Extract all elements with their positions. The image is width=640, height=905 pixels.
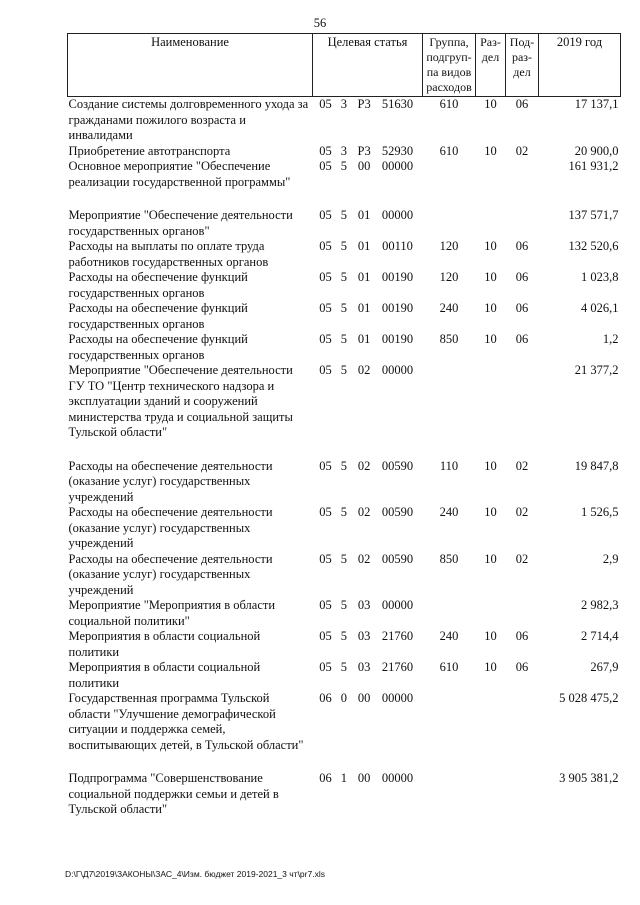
header-expense-group: Группа, подгруп-па видов расходов <box>423 34 476 97</box>
target-article-part: 05 <box>319 660 332 674</box>
row-amount: 2 982,3 <box>581 598 619 612</box>
row-expense-group <box>423 159 476 190</box>
row-target-article <box>313 505 423 552</box>
row-expense-group <box>423 208 476 239</box>
target-article-part: 03 <box>357 598 371 612</box>
row-expense-group: 610 <box>439 660 459 674</box>
row-amount: 3 905 381,2 <box>559 771 619 785</box>
row-name: Подпрограмма "Совершенствование социальной поддержки семьи и детей в Тульской области" <box>68 771 279 816</box>
row-section: 10 <box>484 458 497 473</box>
table-row <box>68 239 621 270</box>
row-target-article <box>313 144 423 160</box>
row-subsection <box>506 691 539 753</box>
row-expense-group: 110 <box>439 458 459 473</box>
target-article-part: 00190 <box>381 270 414 284</box>
row-expense-group: 850 <box>439 332 459 346</box>
table-row <box>68 629 621 660</box>
table-row <box>68 270 621 301</box>
spacer-row <box>68 753 621 771</box>
row-name: Расходы на обеспечение функций государственных органов <box>68 332 248 362</box>
row-target-article <box>313 332 423 363</box>
header-name: Наименование <box>68 34 313 97</box>
row-amount: 2,9 <box>602 551 619 566</box>
row-amount: 1 023,8 <box>581 270 619 284</box>
row-subsection <box>506 771 539 818</box>
table-row <box>68 771 621 818</box>
header-target-article: Целевая статья <box>313 34 423 97</box>
row-subsection: 02 <box>515 458 529 473</box>
row-amount: 161 931,2 <box>568 159 619 173</box>
row-expense-group <box>423 598 476 629</box>
target-article-part: 52930 <box>381 143 414 158</box>
row-section: 10 <box>484 505 497 519</box>
row-name: Приобретение автотранспорта <box>68 143 231 158</box>
target-article-part: 00590 <box>381 458 414 473</box>
target-article-part: 02 <box>357 505 371 519</box>
row-name: Мероприятие "Обеспечение деятельности ГУ ТО "Центр технического надзора и эксплуатации зданий и сооружений министерства труда и социальной защиты Тульской области" <box>68 363 293 439</box>
target-article-part: 05 <box>319 239 332 253</box>
target-article-part: 00000 <box>381 363 414 377</box>
table-row <box>68 552 621 599</box>
row-section: 10 <box>484 551 497 566</box>
row-amount: 267,9 <box>590 660 619 674</box>
row-section <box>476 159 506 190</box>
target-article-part: 5 <box>340 332 347 346</box>
target-article-part: 02 <box>357 363 371 377</box>
target-article-part: 06 <box>319 771 332 785</box>
target-article-part: 05 <box>319 143 332 158</box>
target-article-part: 02 <box>357 551 371 566</box>
target-article-part: 05 <box>319 332 332 346</box>
row-target-article <box>313 363 423 441</box>
target-article-part: Р3 <box>357 97 371 111</box>
row-expense-group: 120 <box>439 239 459 253</box>
row-amount: 19 847,8 <box>574 458 619 473</box>
row-target-article <box>313 598 423 629</box>
target-article-part: 01 <box>357 301 371 315</box>
row-subsection: 06 <box>515 301 529 315</box>
row-name: Расходы на обеспечение деятельности (оказание услуг) государственных учреждений <box>68 551 273 597</box>
row-name: Расходы на обеспечение деятельности (оказание услуг) государственных учреждений <box>68 505 273 550</box>
row-target-article <box>313 771 423 818</box>
table-row <box>68 459 621 506</box>
target-article-part: 3 <box>340 97 347 111</box>
table-body <box>68 97 621 818</box>
row-section: 10 <box>484 143 497 158</box>
row-section <box>476 771 506 818</box>
table-row <box>68 97 621 144</box>
target-article-part: 02 <box>357 458 371 473</box>
header-section: Раз-дел <box>476 34 506 97</box>
target-article-part: 5 <box>340 270 347 284</box>
row-subsection <box>506 159 539 190</box>
row-name: Мероприятия в области социальной политики <box>68 660 261 690</box>
target-article-part: 05 <box>319 363 332 377</box>
row-target-article <box>313 459 423 506</box>
row-expense-group: 120 <box>439 270 459 284</box>
target-article-part: 05 <box>319 97 332 111</box>
target-article-part: 01 <box>357 332 371 346</box>
row-section: 10 <box>484 97 497 111</box>
row-subsection: 02 <box>515 143 529 158</box>
target-article-part: 03 <box>357 629 371 643</box>
row-subsection <box>506 208 539 239</box>
row-section <box>476 208 506 239</box>
table-row <box>68 159 621 190</box>
target-article-part: 5 <box>340 239 347 253</box>
row-section <box>476 363 506 441</box>
target-article-part: 5 <box>340 598 347 612</box>
target-article-part: 0 <box>340 691 347 705</box>
row-section: 10 <box>484 629 497 643</box>
row-expense-group <box>423 771 476 818</box>
row-name: Государственная программа Тульской области "Улучшение демографической ситуации и поддержка семей, воспитывающих детей, в Тульской области" <box>68 691 304 752</box>
table-row <box>68 208 621 239</box>
row-section: 10 <box>484 660 497 674</box>
row-section <box>476 598 506 629</box>
row-subsection: 02 <box>515 551 529 566</box>
target-article-part: 00190 <box>381 301 414 315</box>
header-year: 2019 год <box>539 34 621 97</box>
budget-table <box>67 33 621 818</box>
row-target-article <box>313 239 423 270</box>
target-article-part: 1 <box>340 771 347 785</box>
table-row <box>68 660 621 691</box>
spacer-cell <box>68 753 621 771</box>
row-name: Расходы на обеспечение функций государственных органов <box>68 270 248 300</box>
target-article-part: 00000 <box>381 208 414 222</box>
target-article-part: 00 <box>357 159 371 173</box>
target-article-part: 05 <box>319 208 332 222</box>
target-article-part: 00190 <box>381 332 414 346</box>
target-article-part: 00 <box>357 771 371 785</box>
row-target-article <box>313 552 423 599</box>
row-section: 10 <box>484 270 497 284</box>
row-subsection: 06 <box>515 660 529 674</box>
row-expense-group: 610 <box>439 97 459 111</box>
row-target-article <box>313 270 423 301</box>
target-article-part: 5 <box>340 208 347 222</box>
target-article-part: 05 <box>319 159 332 173</box>
row-subsection: 06 <box>515 97 529 111</box>
row-name: Расходы на обеспечение функций государственных органов <box>68 301 248 331</box>
table-row <box>68 363 621 441</box>
row-expense-group: 610 <box>439 143 459 158</box>
spacer-cell <box>68 441 621 459</box>
table-row <box>68 144 621 160</box>
row-name: Мероприятия в области социальной политики <box>68 629 261 659</box>
header-subsection: Под-раз-дел <box>506 34 539 97</box>
file-path-footer: D:\Г\Д7\2019\ЗАКОНЫ\ЗАС_4\Изм. бюджет 2019-2021_3 чт\pr7.xls <box>65 869 325 879</box>
target-article-part: 00110 <box>382 239 413 253</box>
row-subsection: 02 <box>515 505 529 519</box>
row-expense-group <box>423 363 476 441</box>
row-amount: 17 137,1 <box>574 97 619 111</box>
row-section: 10 <box>484 332 497 346</box>
target-article-part: 01 <box>357 208 371 222</box>
table-row <box>68 505 621 552</box>
table-row <box>68 301 621 332</box>
row-name: Мероприятие "Мероприятия в области социальной политики" <box>68 598 276 628</box>
target-article-part: 05 <box>319 270 332 284</box>
target-article-part: 00590 <box>381 505 414 519</box>
target-article-part: 3 <box>340 143 347 158</box>
target-article-part: 01 <box>357 239 371 253</box>
spacer-cell <box>68 190 621 208</box>
row-target-article <box>313 97 423 144</box>
row-name: Создание системы долговременного ухода за гражданами пожилого возраста и инвалидами <box>68 97 309 142</box>
target-article-part: 51630 <box>381 97 414 111</box>
target-article-part: 00 <box>357 691 371 705</box>
target-article-part: 03 <box>357 660 371 674</box>
target-article-part: 5 <box>340 505 347 519</box>
target-article-part: 5 <box>340 551 347 566</box>
row-amount: 2 714,4 <box>581 629 619 643</box>
row-target-article <box>313 208 423 239</box>
table-header-row <box>68 34 621 97</box>
row-subsection <box>506 363 539 441</box>
row-amount: 4 026,1 <box>581 301 619 315</box>
target-article-part: 5 <box>340 301 347 315</box>
row-name: Расходы на обеспечение деятельности (оказание услуг) государственных учреждений <box>68 458 273 504</box>
row-subsection: 06 <box>515 629 529 643</box>
row-expense-group: 240 <box>439 505 459 519</box>
row-target-article <box>313 691 423 753</box>
spacer-row <box>68 190 621 208</box>
row-name: Мероприятие "Обеспечение деятельности государственных органов" <box>68 208 293 238</box>
row-amount: 21 377,2 <box>574 363 619 377</box>
row-amount: 137 571,7 <box>568 208 619 222</box>
table-row <box>68 691 621 753</box>
target-article-part: 5 <box>340 629 347 643</box>
target-article-part: 5 <box>340 159 347 173</box>
target-article-part: 00000 <box>381 771 414 785</box>
target-article-part: 00000 <box>381 598 414 612</box>
row-amount: 5 028 475,2 <box>559 691 619 705</box>
row-section: 10 <box>484 301 497 315</box>
table-row <box>68 332 621 363</box>
row-subsection: 06 <box>515 332 529 346</box>
table-row <box>68 598 621 629</box>
row-expense-group: 240 <box>439 629 459 643</box>
page-number: 56 <box>313 16 327 30</box>
target-article-part: 05 <box>319 505 332 519</box>
row-subsection: 06 <box>515 239 529 253</box>
row-subsection <box>506 598 539 629</box>
row-amount: 132 520,6 <box>568 239 619 253</box>
target-article-part: 5 <box>340 660 347 674</box>
target-article-part: Р3 <box>357 143 371 158</box>
row-expense-group: 240 <box>439 301 459 315</box>
target-article-part: 05 <box>319 598 332 612</box>
target-article-part: 01 <box>357 270 371 284</box>
target-article-part: 05 <box>319 629 332 643</box>
target-article-part: 00590 <box>381 551 414 566</box>
row-expense-group: 850 <box>439 551 459 566</box>
target-article-part: 05 <box>319 551 332 566</box>
target-article-part: 21760 <box>381 629 414 643</box>
target-article-part: 5 <box>340 363 347 377</box>
row-name: Расходы на выплаты по оплате труда работников государственных органов <box>68 239 269 269</box>
row-amount: 20 900,0 <box>574 143 619 158</box>
row-target-article <box>313 660 423 691</box>
target-article-part: 05 <box>319 301 332 315</box>
target-article-part: 05 <box>319 458 332 473</box>
target-article-part: 5 <box>340 458 347 473</box>
row-amount: 1,2 <box>602 332 619 346</box>
row-section <box>476 691 506 753</box>
row-expense-group <box>423 691 476 753</box>
row-section: 10 <box>484 239 497 253</box>
spacer-row <box>68 441 621 459</box>
row-target-article <box>313 301 423 332</box>
row-amount: 1 526,5 <box>581 505 619 519</box>
row-target-article <box>313 629 423 660</box>
target-article-part: 06 <box>319 691 332 705</box>
row-target-article <box>313 159 423 190</box>
target-article-part: 00000 <box>381 159 414 173</box>
target-article-part: 21760 <box>381 660 414 674</box>
row-name: Основное мероприятие "Обеспечение реализации государственной программы" <box>68 159 291 189</box>
row-subsection: 06 <box>515 270 529 284</box>
target-article-part: 00000 <box>381 691 414 705</box>
